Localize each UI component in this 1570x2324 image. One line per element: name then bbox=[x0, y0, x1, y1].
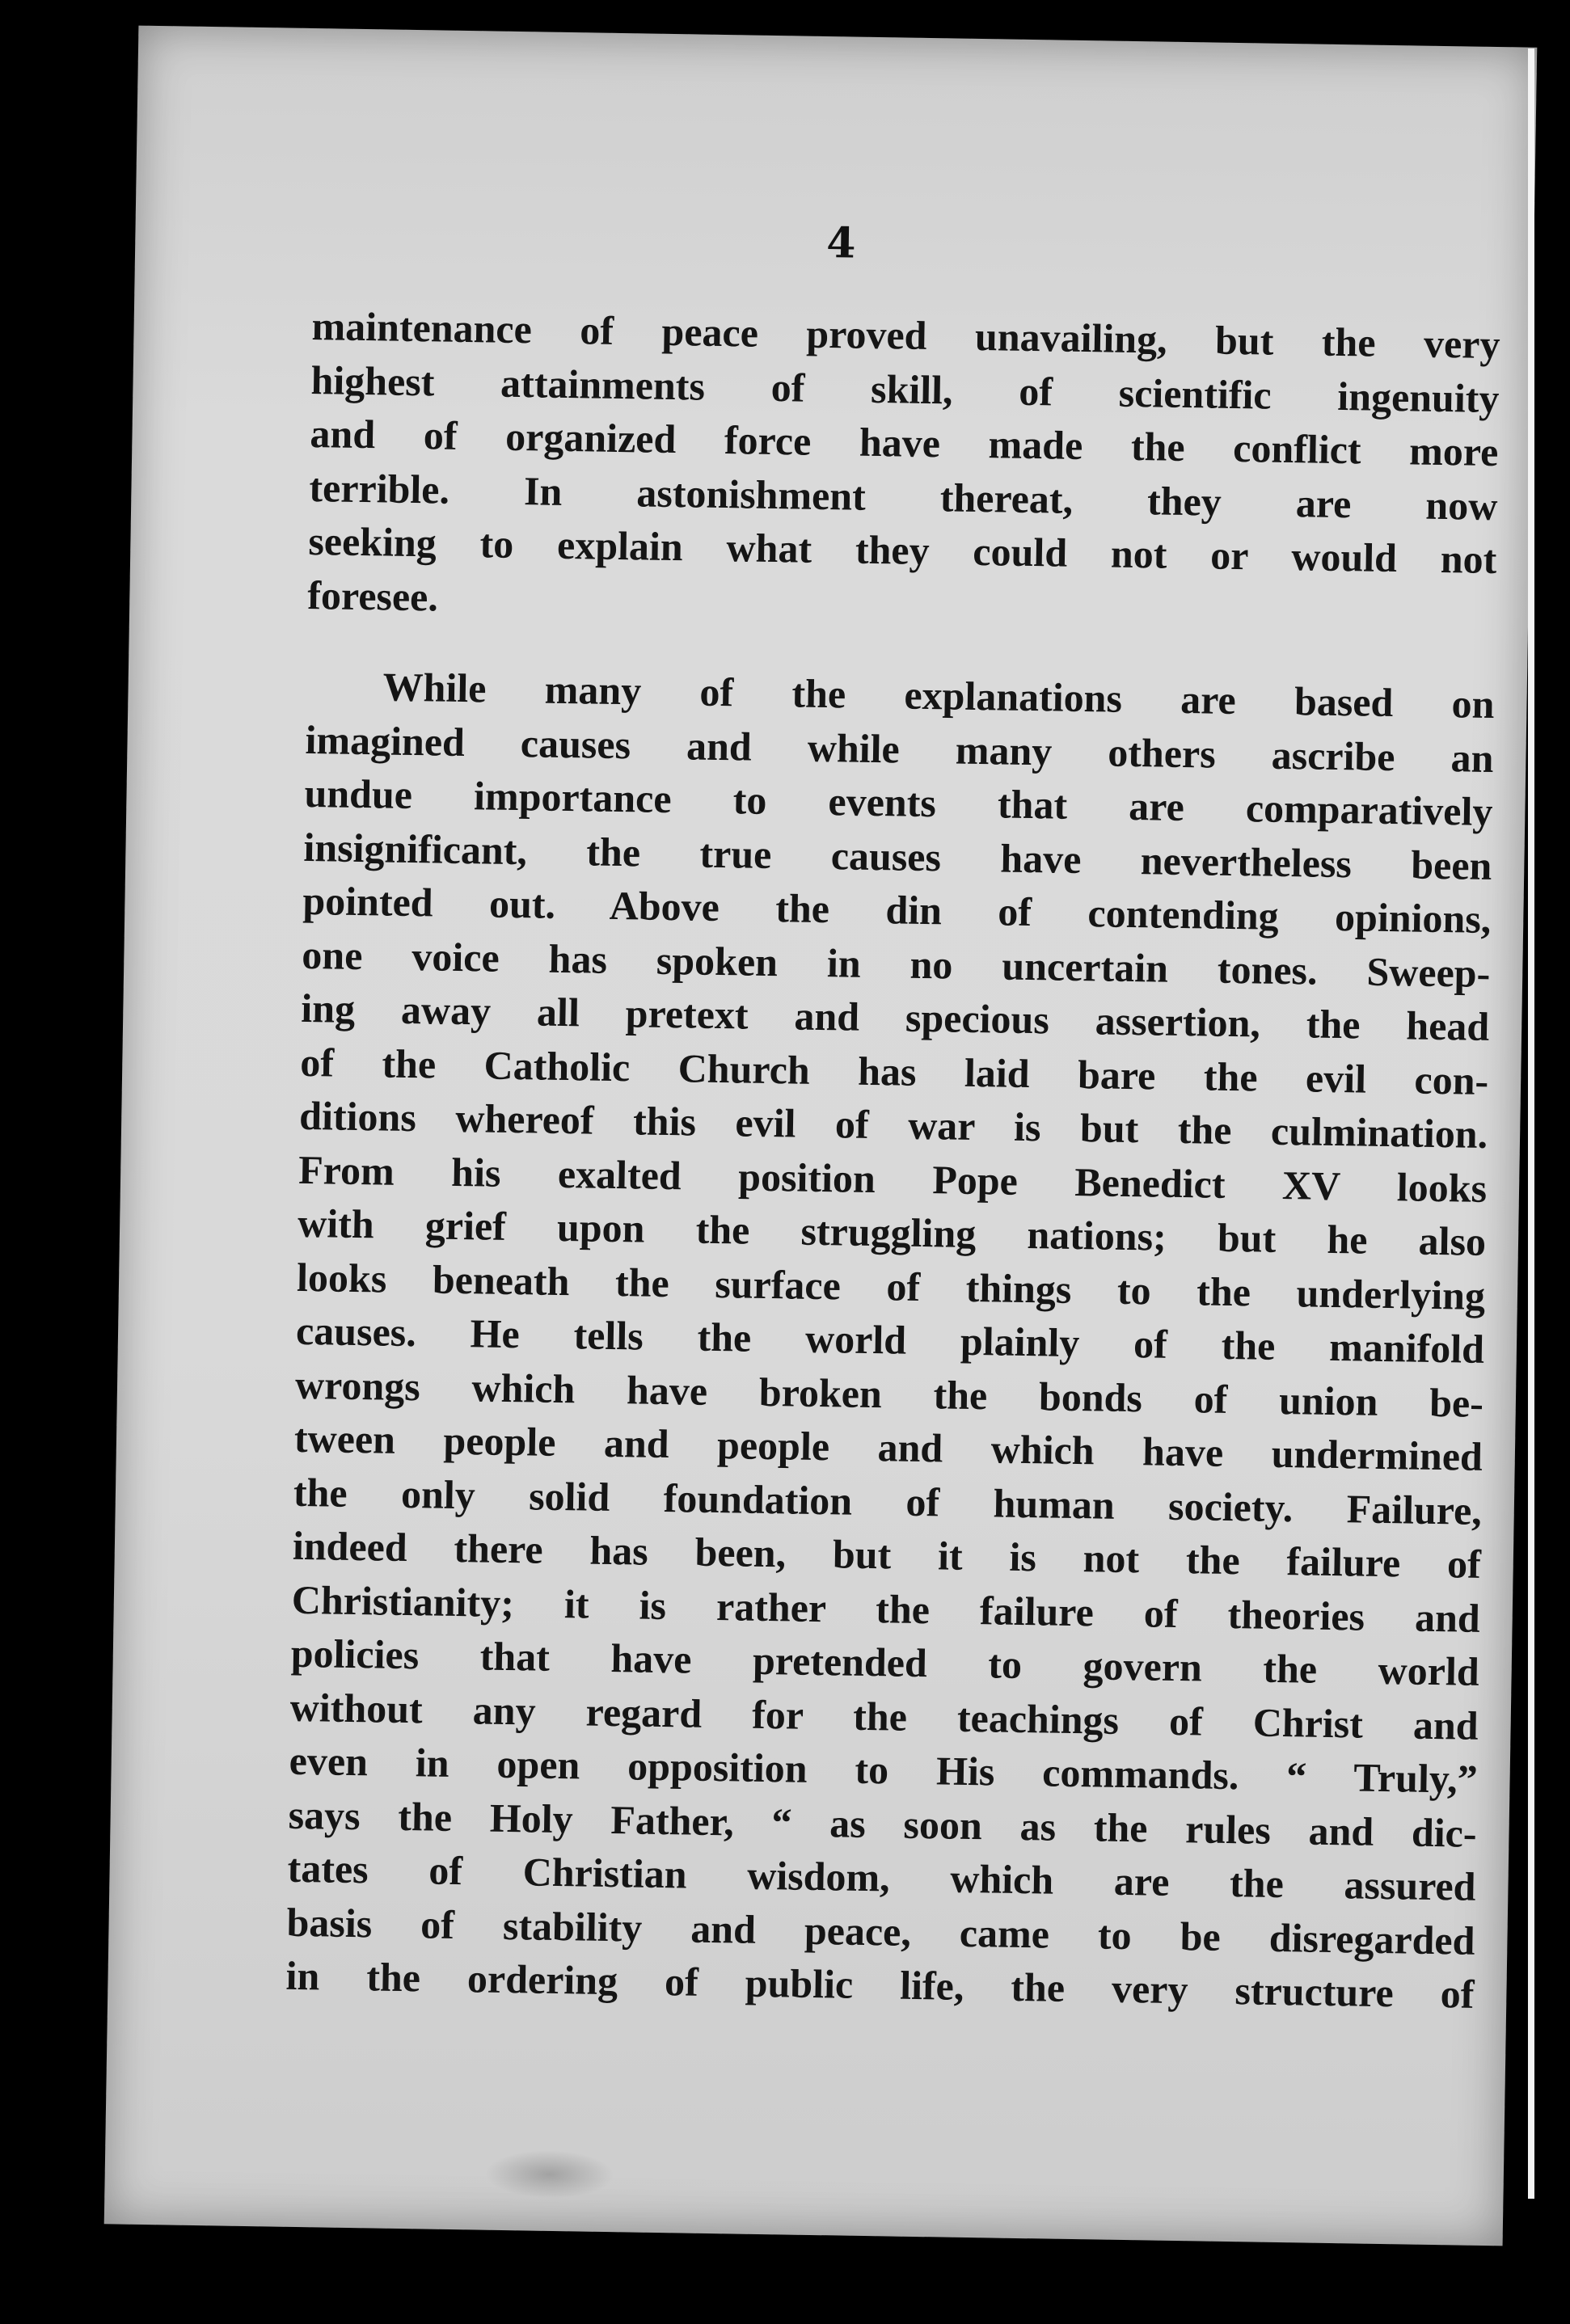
text-line: From his exalted position Pope Benedict XV looks bbox=[298, 1146, 1488, 1211]
text-line: without any regard for the teachings of Christ and bbox=[289, 1684, 1479, 1748]
text-line: seeking to explain what they could not or would not bbox=[308, 517, 1497, 583]
text-line: Christianity; it is rather the failure of theories and bbox=[291, 1576, 1481, 1641]
text-line: basis of stability and peace, came to be disregarded bbox=[286, 1899, 1475, 1963]
text-line: foresee. bbox=[306, 572, 439, 619]
text-line: tates of Christian wisdom, which are the assured bbox=[287, 1845, 1476, 1909]
paragraph-1 bbox=[307, 299, 1500, 640]
paragraph-2 bbox=[285, 659, 1495, 2021]
text-line: terrible. In astonishment thereat, they are now bbox=[309, 464, 1498, 529]
text-line: looks beneath the surface of things to the underlying bbox=[296, 1254, 1486, 1318]
text-line: and of organized force have made the conflict more bbox=[310, 410, 1499, 475]
text-line: undue importance to events that are comparatively bbox=[304, 770, 1493, 835]
text-line: ing away all pretext and specious assertion, the head bbox=[300, 985, 1490, 1049]
text-line: in the ordering of public life, the very structure of bbox=[285, 1952, 1475, 2017]
text-line: maintenance of peace proved unavailing, but the very bbox=[311, 302, 1500, 368]
text-line: While many of the explanations are based on bbox=[382, 664, 1495, 728]
text-line: even in open opposition to His commands. “ Truly,” bbox=[289, 1737, 1479, 1802]
page-number: 4 bbox=[825, 217, 856, 268]
text-line: with grief upon the struggling nations; but he also bbox=[297, 1200, 1487, 1264]
text-line: of the Catholic Church has laid bare the evil con- bbox=[299, 1039, 1489, 1103]
text-line: policies that have pretended to govern the world bbox=[290, 1630, 1480, 1694]
text-line: the only solid foundation of human society. Failure, bbox=[293, 1469, 1483, 1533]
text-line: causes. He tells the world plainly of the manifold bbox=[295, 1307, 1485, 1372]
text-line: pointed out. Above the din of contending opinions, bbox=[302, 877, 1492, 942]
bleed-through-smudge: ​ bbox=[549, 631, 550, 668]
paper-page bbox=[104, 26, 1538, 2246]
text-line: tween people and people and which have undermined bbox=[293, 1415, 1483, 1479]
text-line: wrongs which have broken the bonds of union be- bbox=[294, 1361, 1484, 1426]
text-line: imagined causes and while many others ascribe an bbox=[305, 716, 1494, 781]
text-line: one voice has spoken in no uncertain tones. Sweep- bbox=[302, 931, 1491, 996]
scan-edge-bar bbox=[1528, 49, 1534, 2199]
text-line: insignificant, the true causes have nevertheless been bbox=[303, 824, 1492, 888]
text-line: ditions whereof this evil of war is but the culmination. bbox=[298, 1092, 1488, 1157]
text-line: highest attainments of skill, of scientific ingenuity bbox=[310, 356, 1500, 421]
ink-smudge bbox=[484, 2149, 614, 2200]
text-line: indeed there has been, but it is not the failure of bbox=[292, 1522, 1482, 1587]
body-text bbox=[285, 299, 1500, 2021]
text-line: says the Holy Father, “ as soon as the rules and dic- bbox=[288, 1791, 1477, 1856]
